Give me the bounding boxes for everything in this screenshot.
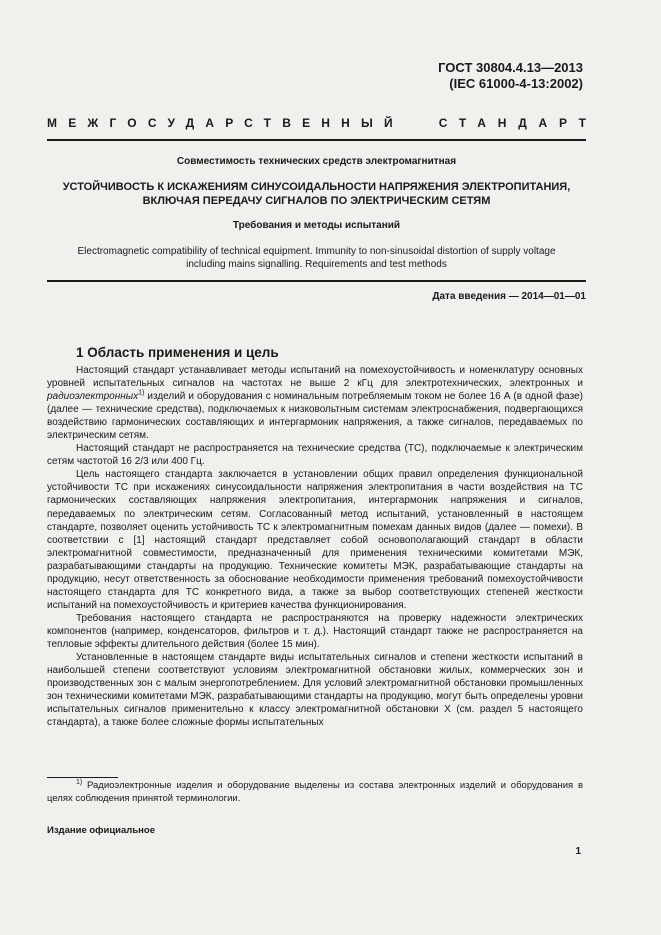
footnote-marker: 1): [76, 778, 83, 786]
iec-number: (IEC 61000-4-13:2002): [449, 76, 583, 91]
standard-subtitle: Совместимость технических средств электромагнитная: [176, 156, 457, 167]
interstate-label: МЕЖГОСУДАРСТВЕННЫЙ: [47, 116, 404, 130]
footnote: [47, 780, 583, 805]
section-heading: 1 Область применения и цель: [76, 345, 279, 360]
requirements-subtitle: Требования и методы испытаний: [232, 220, 401, 231]
english-title-line1: Electromagnetic compatibility of technical equipment. Immunity to non-sinusoidal distortion of supply voltage: [77, 246, 556, 257]
standard-label: СТАНДАРТ: [438, 116, 598, 130]
paragraph: Установленные в настоящем стандарте виды испытательных сигналов и степени жесткости испытаний в наибольшей степени соответствуют условиям электромагнитной обстановки жилых, коммерческих зон и производственных зон с малым энергопотреблением. Для условий электромагнитной обстановки промышленных зон техническими комитетами МЭК, разрабатывающими стандарты на продукцию, могут быть определены уровни испытательных сигналов применительно к классу электромагнитной обстановки Х (см. раздел 5 настоящего стандарта), а также более сложные формы испытательных: [47, 652, 583, 729]
footnote-ref: 1): [138, 389, 145, 397]
standard-title-line2: ВКЛЮЧАЯ ПЕРЕДАЧУ СИГНАЛОВ ПО ЭЛЕКТРИЧЕСКИМ СЕТЯМ: [142, 195, 491, 207]
footnote-divider: [47, 777, 118, 778]
header-divider: [47, 139, 586, 141]
title-divider: [47, 280, 586, 282]
footnote-text: Радиоэлектронные изделия и оборудование выделены из состава электронных изделий и оборудования в целях соблюдения принятой терминологии.: [47, 780, 583, 804]
paragraph: Настоящий стандарт не распространяется на технические средства (ТС), подключаемые к электрическим сетям частотой 16 2/3 или 400 Гц.: [47, 443, 583, 468]
english-title: [47, 245, 586, 271]
introduction-date: Дата введения — 2014—01—01: [432, 291, 586, 302]
paragraph: Цель настоящего стандарта заключается в установлении общих правил определения функциональной устойчивости ТС при искажениях синусоидальности напряжения электропитания в части воздействия на ТС гармонических составляющих напряжения электропитания, интергармоник напряжения и сигналов, передаваемых по электрическим сетям. Согласованный метод испытаний, установленный в настоящем стандарте, позволяет оценить устойчивость ТС к электромагнитным помехам данных видов (далее — помехи). В соответствии с [1] настоящий стандарт представляет собой основополагающий стандарт в области электромагнитной совместимости, предназначенный для применения техническими комитетами МЭК, разрабатывающими стандарты на продукцию. Технические комитеты МЭК, разрабатывающие стандарты на продукцию, несут ответственность за обоснование необходимости применения требований помехоустойчивости настоящего стандарта для ТС конкретного вида, а также за выбор соответствующих степеней жесткости испытаний на помехоустойчивость и критериев качества функционирования.: [47, 469, 583, 611]
official-edition-label: Издание официальное: [47, 825, 155, 836]
english-title-line2: including mains signalling. Requirements and test methods: [186, 259, 447, 270]
standard-title: [47, 180, 586, 208]
page-number: 1: [575, 846, 581, 857]
section-body: [47, 364, 583, 729]
paragraph: Настоящий стандарт устанавливает методы испытаний на помехоустойчивость и номенклатуру основных уровней испытательных сигналов на частотах не выше 2 кГц для электротехнических, электронных и радиоэлектронных$^{1)}$ изделий и оборудования с номинальным потребляемым током не более 16 А (в одной фазе) (далее — технические средства), подключаемых к низковольтным системам электроснабжения, подвергающихся воздействию гармонических составляющих и интергармоник напряжения, а также сигналов, передаваемых по электрическим сетям.: [47, 365, 583, 442]
paragraph: Требования настоящего стандарта не распространяются на проверку надежности электрических компонентов (например, конденсаторов, фильтров и т. д.). Настоящий стандарт также не распространяется на тепловые эффекты длительного действия (более 15 мин).: [47, 612, 583, 650]
gost-code-block: [438, 60, 583, 92]
standard-title-line1: УСТОЙЧИВОСТЬ К ИСКАЖЕНИЯМ СИНУСОИДАЛЬНОСТИ НАПРЯЖЕНИЯ ЭЛЕКТРОПИТАНИЯ,: [62, 181, 571, 193]
gost-number: ГОСТ 30804.4.13—2013: [438, 60, 583, 75]
italic-term: радиоэлектронных: [47, 391, 139, 403]
